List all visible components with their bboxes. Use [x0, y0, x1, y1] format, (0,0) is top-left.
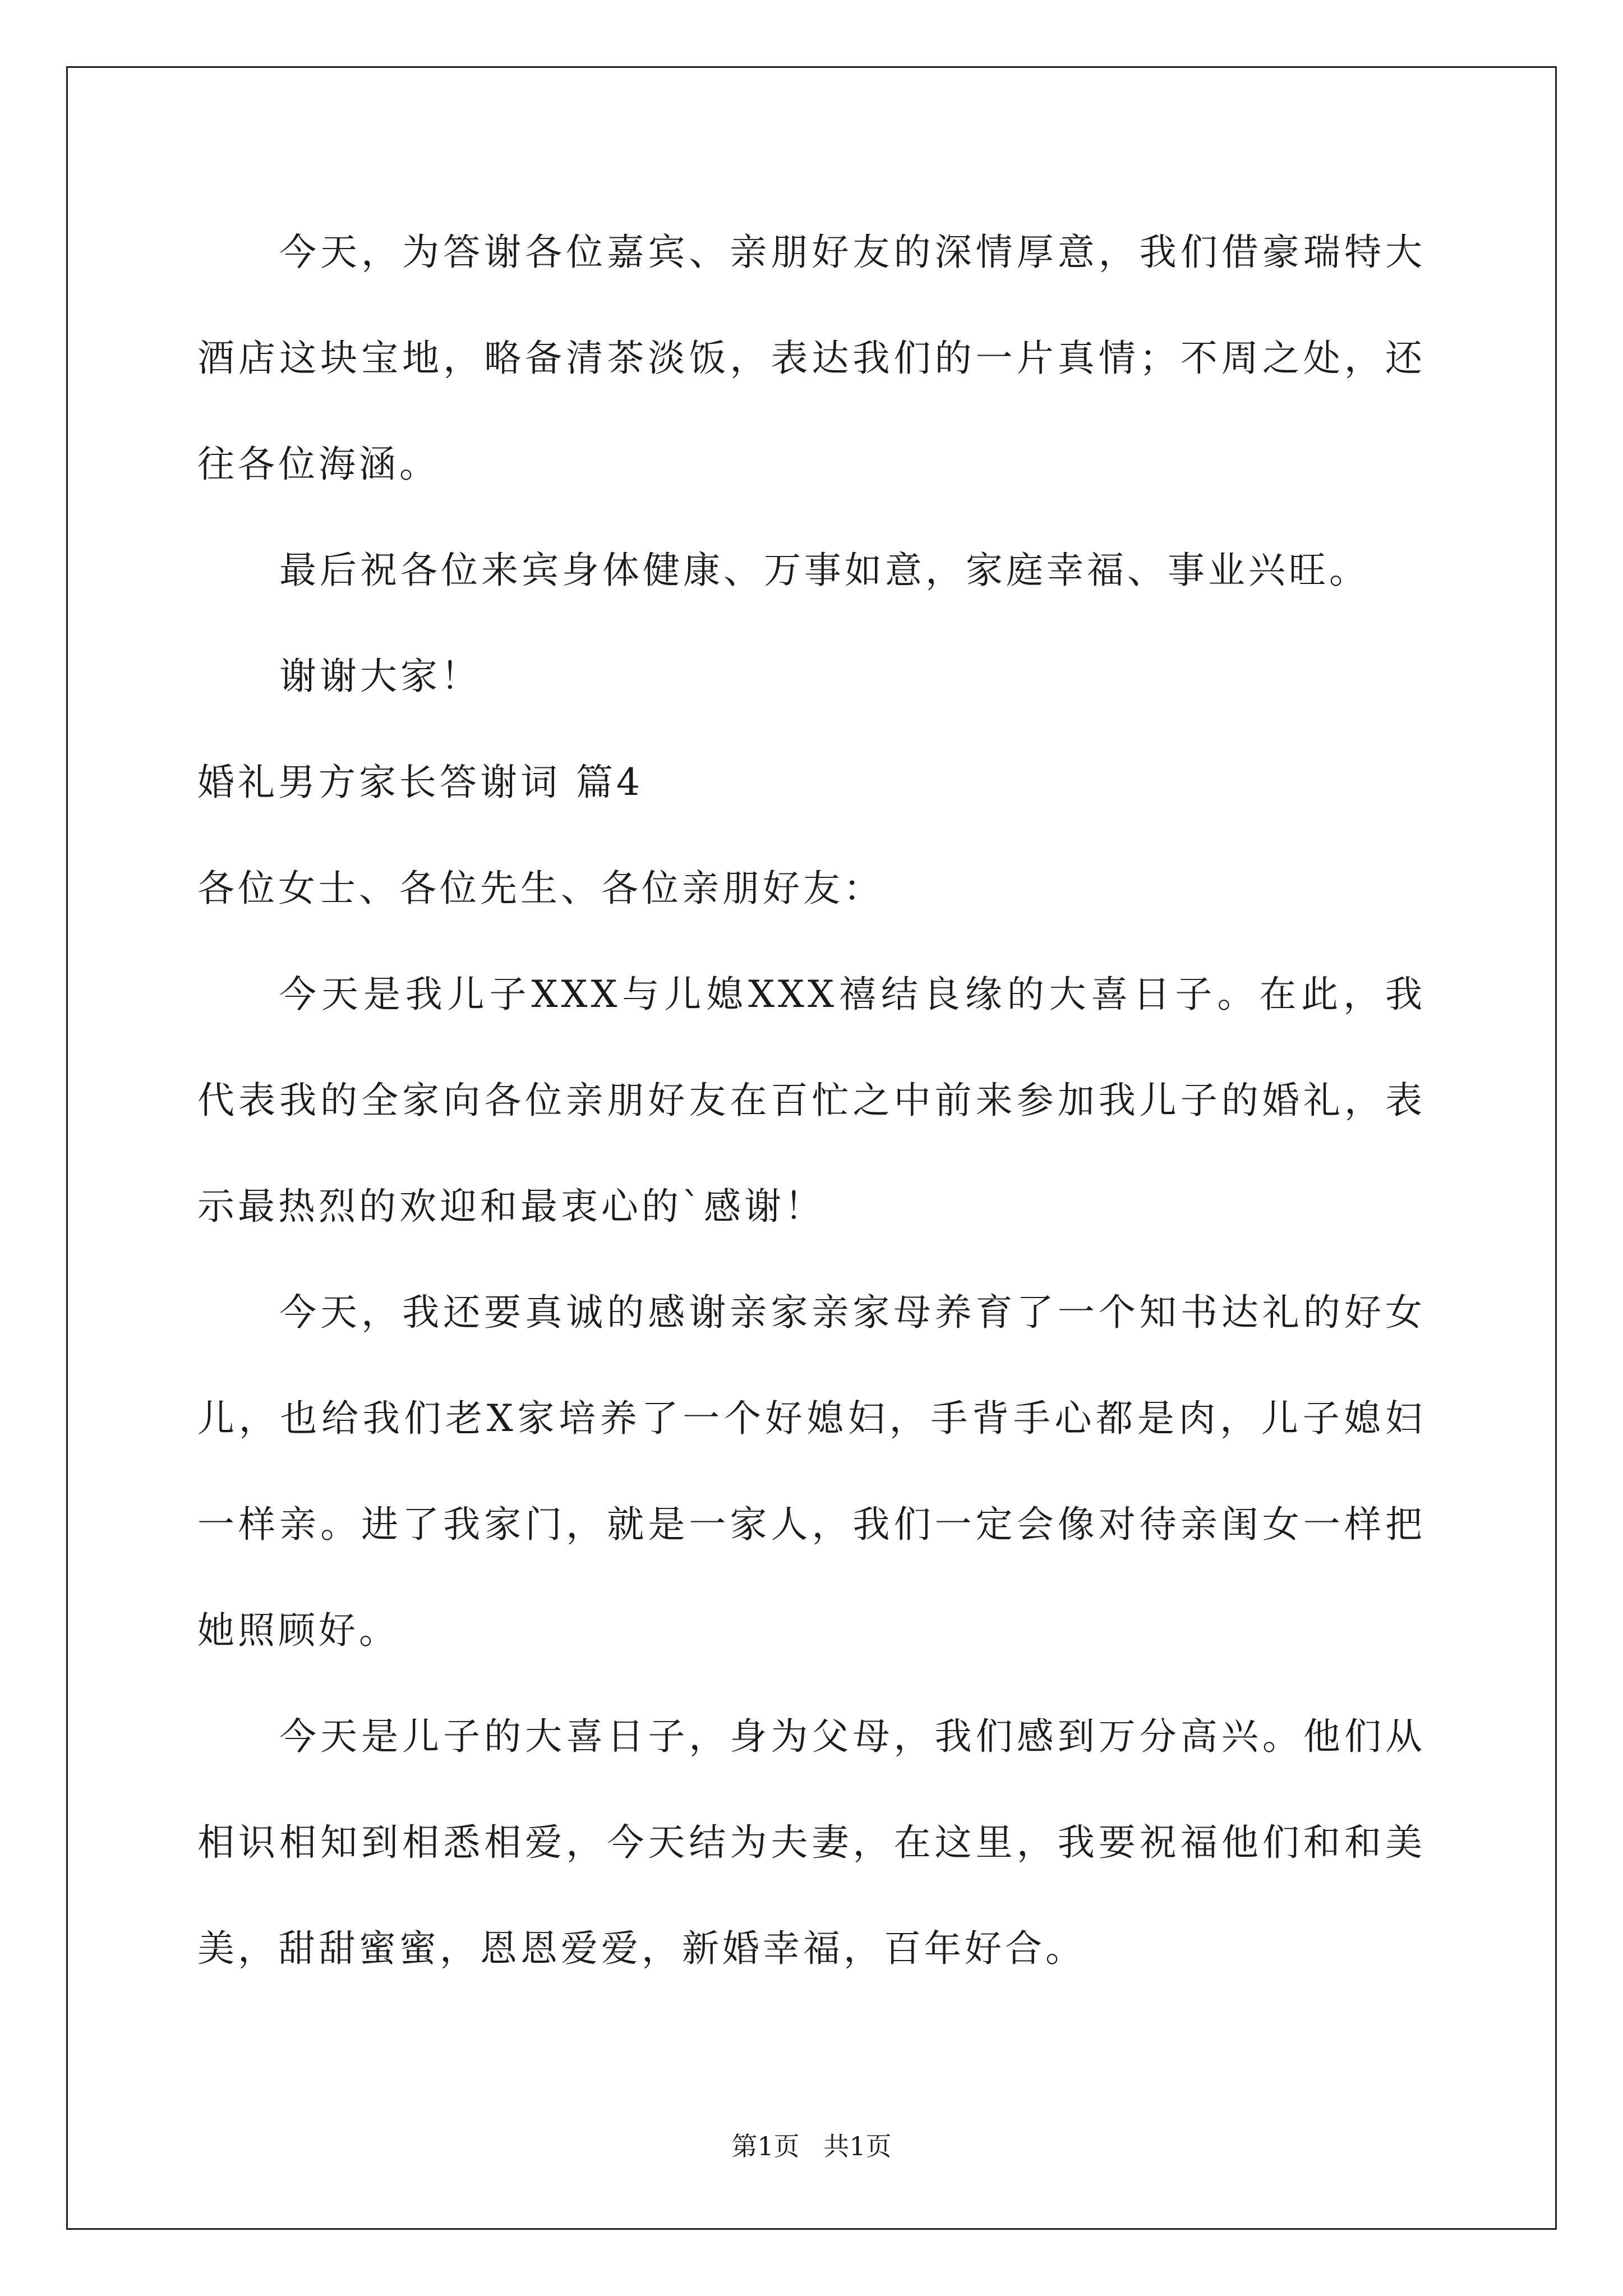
paragraph-thank-you: 谢谢大家！ [279, 655, 481, 698]
page-number: 第1页 [731, 2131, 800, 2161]
paragraph-blessing: 今天是儿子的大喜日子，身为父母，我们感到万分高兴。他们从相识相知到相悉相爱，今天结为夫妻，在这里，我要祝福他们和和美美，甜甜蜜蜜，恩恩爱爱，新婚幸福，百年好合。 [197, 1715, 1426, 1970]
document-body [197, 199, 1426, 2001]
salutation: 各位女士、各位先生、各位亲朋好友： [197, 867, 884, 910]
page-footer [0, 2129, 1623, 2163]
paragraph-thank-in-laws: 今天，我还要真诚的感谢亲家亲家母养育了一个知书达礼的好女儿，也给我们老X家培养了一个好媳妇，手背手心都是肉，儿子媳妇一样亲。进了我家门，就是一家人，我们一定会像对待亲闺女一样把她照顾好。 [197, 1291, 1426, 1652]
section-heading: 婚礼男方家长答谢词 篇4 [197, 761, 643, 804]
paragraph-final-wishes: 最后祝各位来宾身体健康、万事如意，家庭幸福、事业兴旺。 [279, 549, 1370, 592]
paragraph-welcome: 今天是我儿子XXX与儿媳XXX禧结良缘的大喜日子。在此，我代表我的全家向各位亲朋好友在百忙之中前来参加我儿子的婚礼，表示最热烈的欢迎和最衷心的`感谢！ [197, 973, 1426, 1228]
paragraph-thanks-hospitality: 今天，为答谢各位嘉宾、亲朋好友的深情厚意，我们借豪瑞特大酒店这块宝地，略备清茶淡饭，表达我们的一片真情；不周之处，还往各位海涵。 [197, 231, 1426, 486]
page-total: 共1页 [823, 2131, 892, 2161]
